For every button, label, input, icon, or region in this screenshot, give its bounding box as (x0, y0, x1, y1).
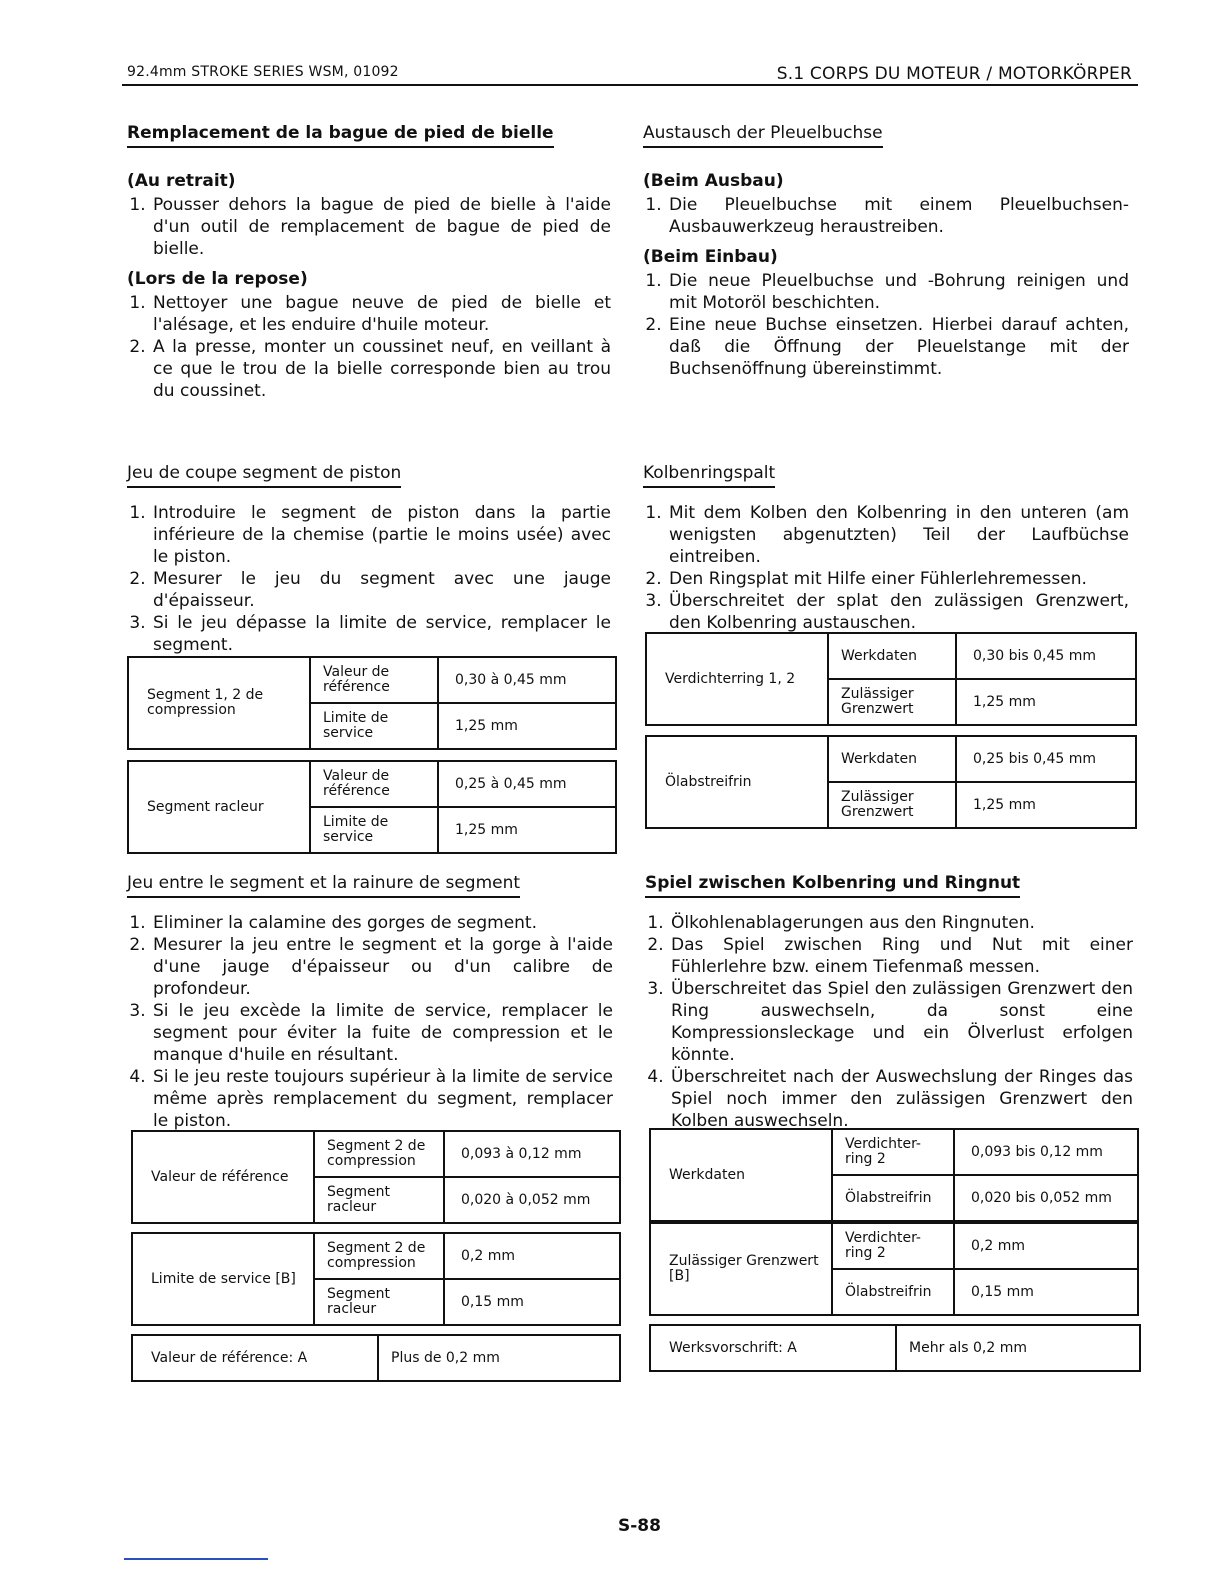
list-item: 4. Si le jeu reste toujours supérieur à la limite de service même après remplacement du segment, remplacer le piston. (151, 1066, 613, 1132)
list-item: 2. Das Spiel zwischen Ring und Nut mit einer Fühlerlehre bzw. einem Tiefenmaß messen. (669, 934, 1133, 978)
list-item: 1. Nettoyer une bague neuve de pied de bielle et l'alésage, et les enduire d'huile moteur. (151, 292, 611, 336)
list-item: 1. Ölkohlenablagerungen aus den Ringnuten. (669, 912, 1133, 934)
section-title: Jeu de coupe segment de piston (127, 462, 401, 488)
section-fr-groove (127, 872, 613, 1132)
limit-label: Zulässiger Grenzwert (828, 679, 956, 725)
note-label: Werksvorschrift: A (650, 1325, 896, 1371)
list-item: 3. Überschreitet das Spiel den zulässigen Grenzwert den Ring auswechseln, da sonst eine Kompressionsleckage und ein Ölverlust erfolgen könnte. (669, 978, 1133, 1066)
section-title: Austausch der Pleuelbuchse (643, 122, 883, 148)
section-title: Remplacement de la bague de pied de bielle (127, 122, 554, 148)
list-item: 1. Mit dem Kolben den Kolbenring in den unteren (am wenigsten abgenutzten) Teil der Laufbüchse eintreiben. (667, 502, 1129, 568)
ref-value: 0,25 à 0,45 mm (438, 761, 616, 807)
ref-value: 0,25 bis 0,45 mm (956, 736, 1136, 782)
removal-steps (127, 194, 611, 260)
ring-compression-value: 0,2 mm (954, 1223, 1138, 1269)
limit-label: Limite de service (310, 807, 438, 853)
row-label: Werkdaten (650, 1129, 832, 1221)
segment-oil-label: Segment racleur (314, 1279, 444, 1325)
install-steps (643, 270, 1129, 380)
segment-compression-label: Segment 2 de compression (314, 1233, 444, 1279)
list-item: 4. Überschreitet nach der Auswechslung der Ringes das Spiel noch immer den zulässigen Grenzwert den Kolben auswechseln. (669, 1066, 1133, 1132)
section-de-bushing (643, 122, 1129, 380)
section-de-ring-gap (643, 462, 1129, 634)
de-groove-table-note (649, 1324, 1141, 1372)
list-item: 1. Eliminer la calamine des gorges de segment. (151, 912, 613, 934)
header-doc-id: 92.4mm STROKE SERIES WSM, 01092 (127, 64, 399, 80)
limit-label: Zulässiger Grenzwert (828, 782, 956, 828)
ref-label: Valeur de référence (310, 657, 438, 703)
steps (127, 912, 613, 1132)
limit-label: Limite de service (310, 703, 438, 749)
segment-oil-value: 0,15 mm (444, 1279, 620, 1325)
install-label: (Lors de la repose) (127, 269, 308, 289)
ref-value: 0,30 à 0,45 mm (438, 657, 616, 703)
ring-compression-label: Verdichter-ring 2 (832, 1129, 954, 1175)
list-item: 1. Introduire le segment de piston dans la partie inférieure de la chemise (partie le moins usée) avec le piston. (151, 502, 611, 568)
header-section-title: S.1 CORPS DU MOTEUR / MOTORKÖRPER (776, 64, 1132, 84)
row-label: Limite de service [B] (132, 1233, 314, 1325)
list-item: 3. Si le jeu dépasse la limite de service, remplacer le segment. (151, 612, 611, 656)
removal-steps (643, 194, 1129, 238)
fr-groove-table-reference (131, 1130, 621, 1224)
removal-label: (Au retrait) (127, 171, 236, 191)
limit-value: 1,25 mm (438, 807, 616, 853)
ring-oil-label: Ölabstreifrin (832, 1269, 954, 1315)
steps (645, 912, 1133, 1132)
de-gap-table-oil (645, 735, 1137, 829)
section-fr-bushing (127, 122, 611, 402)
row-label: Verdichterring 1, 2 (646, 633, 828, 725)
footer-link-rule (124, 1558, 268, 1560)
ring-oil-value: 0,15 mm (954, 1269, 1138, 1315)
section-title: Spiel zwischen Kolbenring und Ringnut (645, 872, 1020, 898)
ring-oil-value: 0,020 bis 0,052 mm (954, 1175, 1138, 1221)
ref-label: Werkdaten (828, 633, 956, 679)
list-item: 1. Die neue Pleuelbuchse und -Bohrung reinigen und mit Motoröl beschichten. (667, 270, 1129, 314)
section-de-groove (645, 872, 1133, 1132)
list-item: 2. A la presse, monter un coussinet neuf, en veillant à ce que le trou de la bielle corresponde bien au trou du coussinet. (151, 336, 611, 402)
row-label: Valeur de référence (132, 1131, 314, 1223)
ref-value: 0,30 bis 0,45 mm (956, 633, 1136, 679)
page-number: S-88 (618, 1516, 661, 1536)
ring-compression-value: 0,093 bis 0,12 mm (954, 1129, 1138, 1175)
list-item: 1. Die Pleuelbuchse mit einem Pleuelbuchsen-Ausbauwerkzeug heraustreiben. (667, 194, 1129, 238)
list-item: 2. Mesurer le jeu du segment avec une jauge d'épaisseur. (151, 568, 611, 612)
de-groove-table-reference (649, 1128, 1139, 1222)
steps (127, 502, 611, 656)
section-title: Jeu entre le segment et la rainure de segment (127, 872, 520, 898)
ring-oil-label: Ölabstreifrin (832, 1175, 954, 1221)
install-steps (127, 292, 611, 402)
row-label: Zulässiger Grenzwert [B] (650, 1223, 832, 1315)
ref-label: Valeur de référence (310, 761, 438, 807)
list-item: 2. Den Ringsplat mit Hilfe einer Fühlerlehremessen. (667, 568, 1129, 590)
limit-value: 1,25 mm (956, 782, 1136, 828)
limit-value: 1,25 mm (438, 703, 616, 749)
note-label: Valeur de référence: A (132, 1335, 378, 1381)
row-label: Segment 1, 2 de compression (128, 657, 310, 749)
note-value: Plus de 0,2 mm (378, 1335, 620, 1381)
fr-groove-table-note (131, 1334, 621, 1382)
ring-compression-label: Verdichter-ring 2 (832, 1223, 954, 1269)
limit-value: 1,25 mm (956, 679, 1136, 725)
install-label: (Beim Einbau) (643, 247, 778, 267)
fr-gap-table-oil (127, 760, 617, 854)
segment-oil-value: 0,020 à 0,052 mm (444, 1177, 620, 1223)
fr-groove-table-limit (131, 1232, 621, 1326)
section-title: Kolbenringspalt (643, 462, 775, 488)
note-value: Mehr als 0,2 mm (896, 1325, 1140, 1371)
list-item: 2. Mesurer la jeu entre le segment et la gorge à l'aide d'une jauge d'épaisseur ou d'un calibre de profondeur. (151, 934, 613, 1000)
row-label: Ölabstreifrin (646, 736, 828, 828)
fr-gap-table-compression (127, 656, 617, 750)
de-groove-table-limit (649, 1222, 1139, 1316)
segment-oil-label: Segment racleur (314, 1177, 444, 1223)
de-gap-table-compression (645, 632, 1137, 726)
steps (643, 502, 1129, 634)
segment-compression-value: 0,093 à 0,12 mm (444, 1131, 620, 1177)
list-item: 3. Überschreitet der splat den zulässigen Grenzwert, den Kolbenring austauschen. (667, 590, 1129, 634)
ref-label: Werkdaten (828, 736, 956, 782)
list-item: 2. Eine neue Buchse einsetzen. Hierbei darauf achten, daß die Öffnung der Pleuelstange mit der Buchsenöffnung übereinstimmt. (667, 314, 1129, 380)
segment-compression-value: 0,2 mm (444, 1233, 620, 1279)
header-rule (122, 84, 1138, 86)
list-item: 3. Si le jeu excède la limite de service, remplacer le segment pour éviter la fuite de compression et le manque d'huile en résultant. (151, 1000, 613, 1066)
segment-compression-label: Segment 2 de compression (314, 1131, 444, 1177)
removal-label: (Beim Ausbau) (643, 171, 784, 191)
row-label: Segment racleur (128, 761, 310, 853)
list-item: 1. Pousser dehors la bague de pied de bielle à l'aide d'un outil de remplacement de bague de pied de bielle. (151, 194, 611, 260)
section-fr-ring-gap (127, 462, 611, 656)
